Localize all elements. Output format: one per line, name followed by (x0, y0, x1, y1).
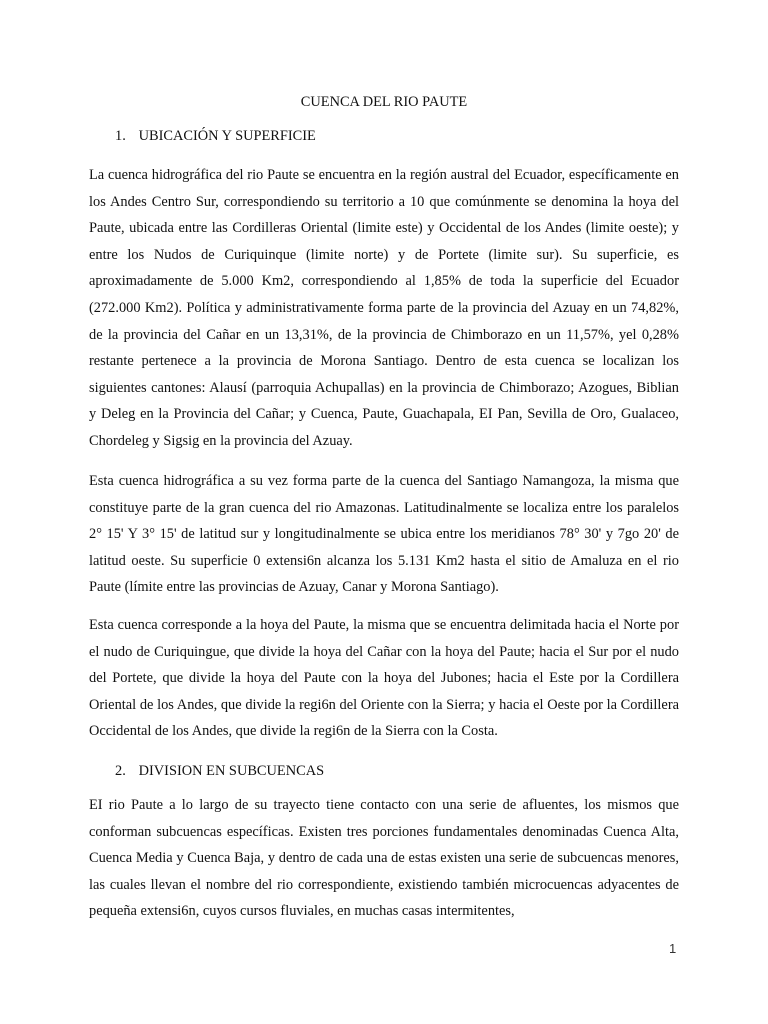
section-heading-division (115, 758, 324, 784)
paragraph-division-1: EI rio Paute a lo largo de su trayecto tiene contacto con una serie de afluentes, los mismos que conforman subcuencas específicas. Existen tres porciones fundamentales denominadas Cuenca Alta, Cuenca Media y Cuenca Baja, y dentro de cada una de estas existen una serie de subcuencas menores, las cuales llevan el nombre del rio correspondiente, existiendo también microcuencas adyacentes de pequeña extensi6n, cuyos cursos fluviales, en muchas casas intermitentes, (89, 797, 679, 920)
section-title: DIVISION EN SUBCUENCAS (138, 763, 325, 779)
page-number: 1 (669, 941, 677, 956)
document-title: CUENCA DEL RIO PAUTE (300, 94, 468, 110)
section-heading-ubicacion (115, 123, 316, 149)
section-number: 1. (115, 128, 126, 144)
paragraph-ubicacion-1: La cuenca hidrográfica del rio Paute se encuentra en la región austral del Ecuador, específicamente en los Andes Centro Sur, correspondiendo su territorio a 10 que comúnmente se denomina la hoya del Paute, ubicada entre las Cordilleras Oriental (limite este) y Occidental de los Andes (limite oeste); y entre los Nudos de Curiquinque (limite norte) y de Portete (limite sur). Su superficie, es aproximadamente de 5.000 Km2, correspondiendo al 1,85% de toda la superficie del Ecuador (272.000 Km2). Política y administrativamente forma parte de la provincia del Azuay en un 74,82%, de la provincia del Cañar en un 13,31%, de la provincia de Chimborazo en un 11,57%, yel 0,28% restante pertenece a la provincia de Morona Santiago. Dentro de esta cuenca se localizan los siguientes cantones: Alausí (parroquia Achupallas) en la provincia de Chimborazo; Azogues, Biblian y Deleg en la Provincia del Cañar; y Cuenca, Paute, Guachapala, EI Pan, Sevilla de Oro, Gualaceo, Chordeleg y Sigsig en la provincia del Azuay. (89, 167, 679, 449)
section-title: UBICACIÓN Y SUPERFICIE (138, 128, 316, 144)
paragraph-ubicacion-3: Esta cuenca corresponde a la hoya del Paute, la misma que se encuentra delimitada hacia el Norte por el nudo de Curiquingue, que divide la hoya del Cañar con la hoya del Paute; hacia el Sur por el nudo del Portete, que divide la hoya del Paute con la hoya del Jubones; hacia el Este por la Cordillera Oriental de los Andes, que divide la regi6n del Oriente con la Sierra; y hacia el Oeste por la Cordillera Occidental de los Andes, que divide la regi6n de la Sierra con la Costa. (89, 617, 679, 740)
paragraph-ubicacion-2: Esta cuenca hidrográfica a su vez forma parte de la cuenca del Santiago Namangoza, la misma que constituye parte de la gran cuenca del rio Amazonas. Latitudinalmente se localiza entre los paralelos 2° 15' Y 3° 15' de latitud sur y longitudinalmente se ubica entre los meridianos 78° 30' y 7go 20' de latitud oeste. Su superficie 0 extensi6n alcanza los 5.131 Km2 hasta el sitio de Amaluza en el rio Paute (límite entre las provincias de Azuay, Canar y Morona Santiago). (89, 473, 679, 596)
section-number: 2. (115, 763, 126, 779)
